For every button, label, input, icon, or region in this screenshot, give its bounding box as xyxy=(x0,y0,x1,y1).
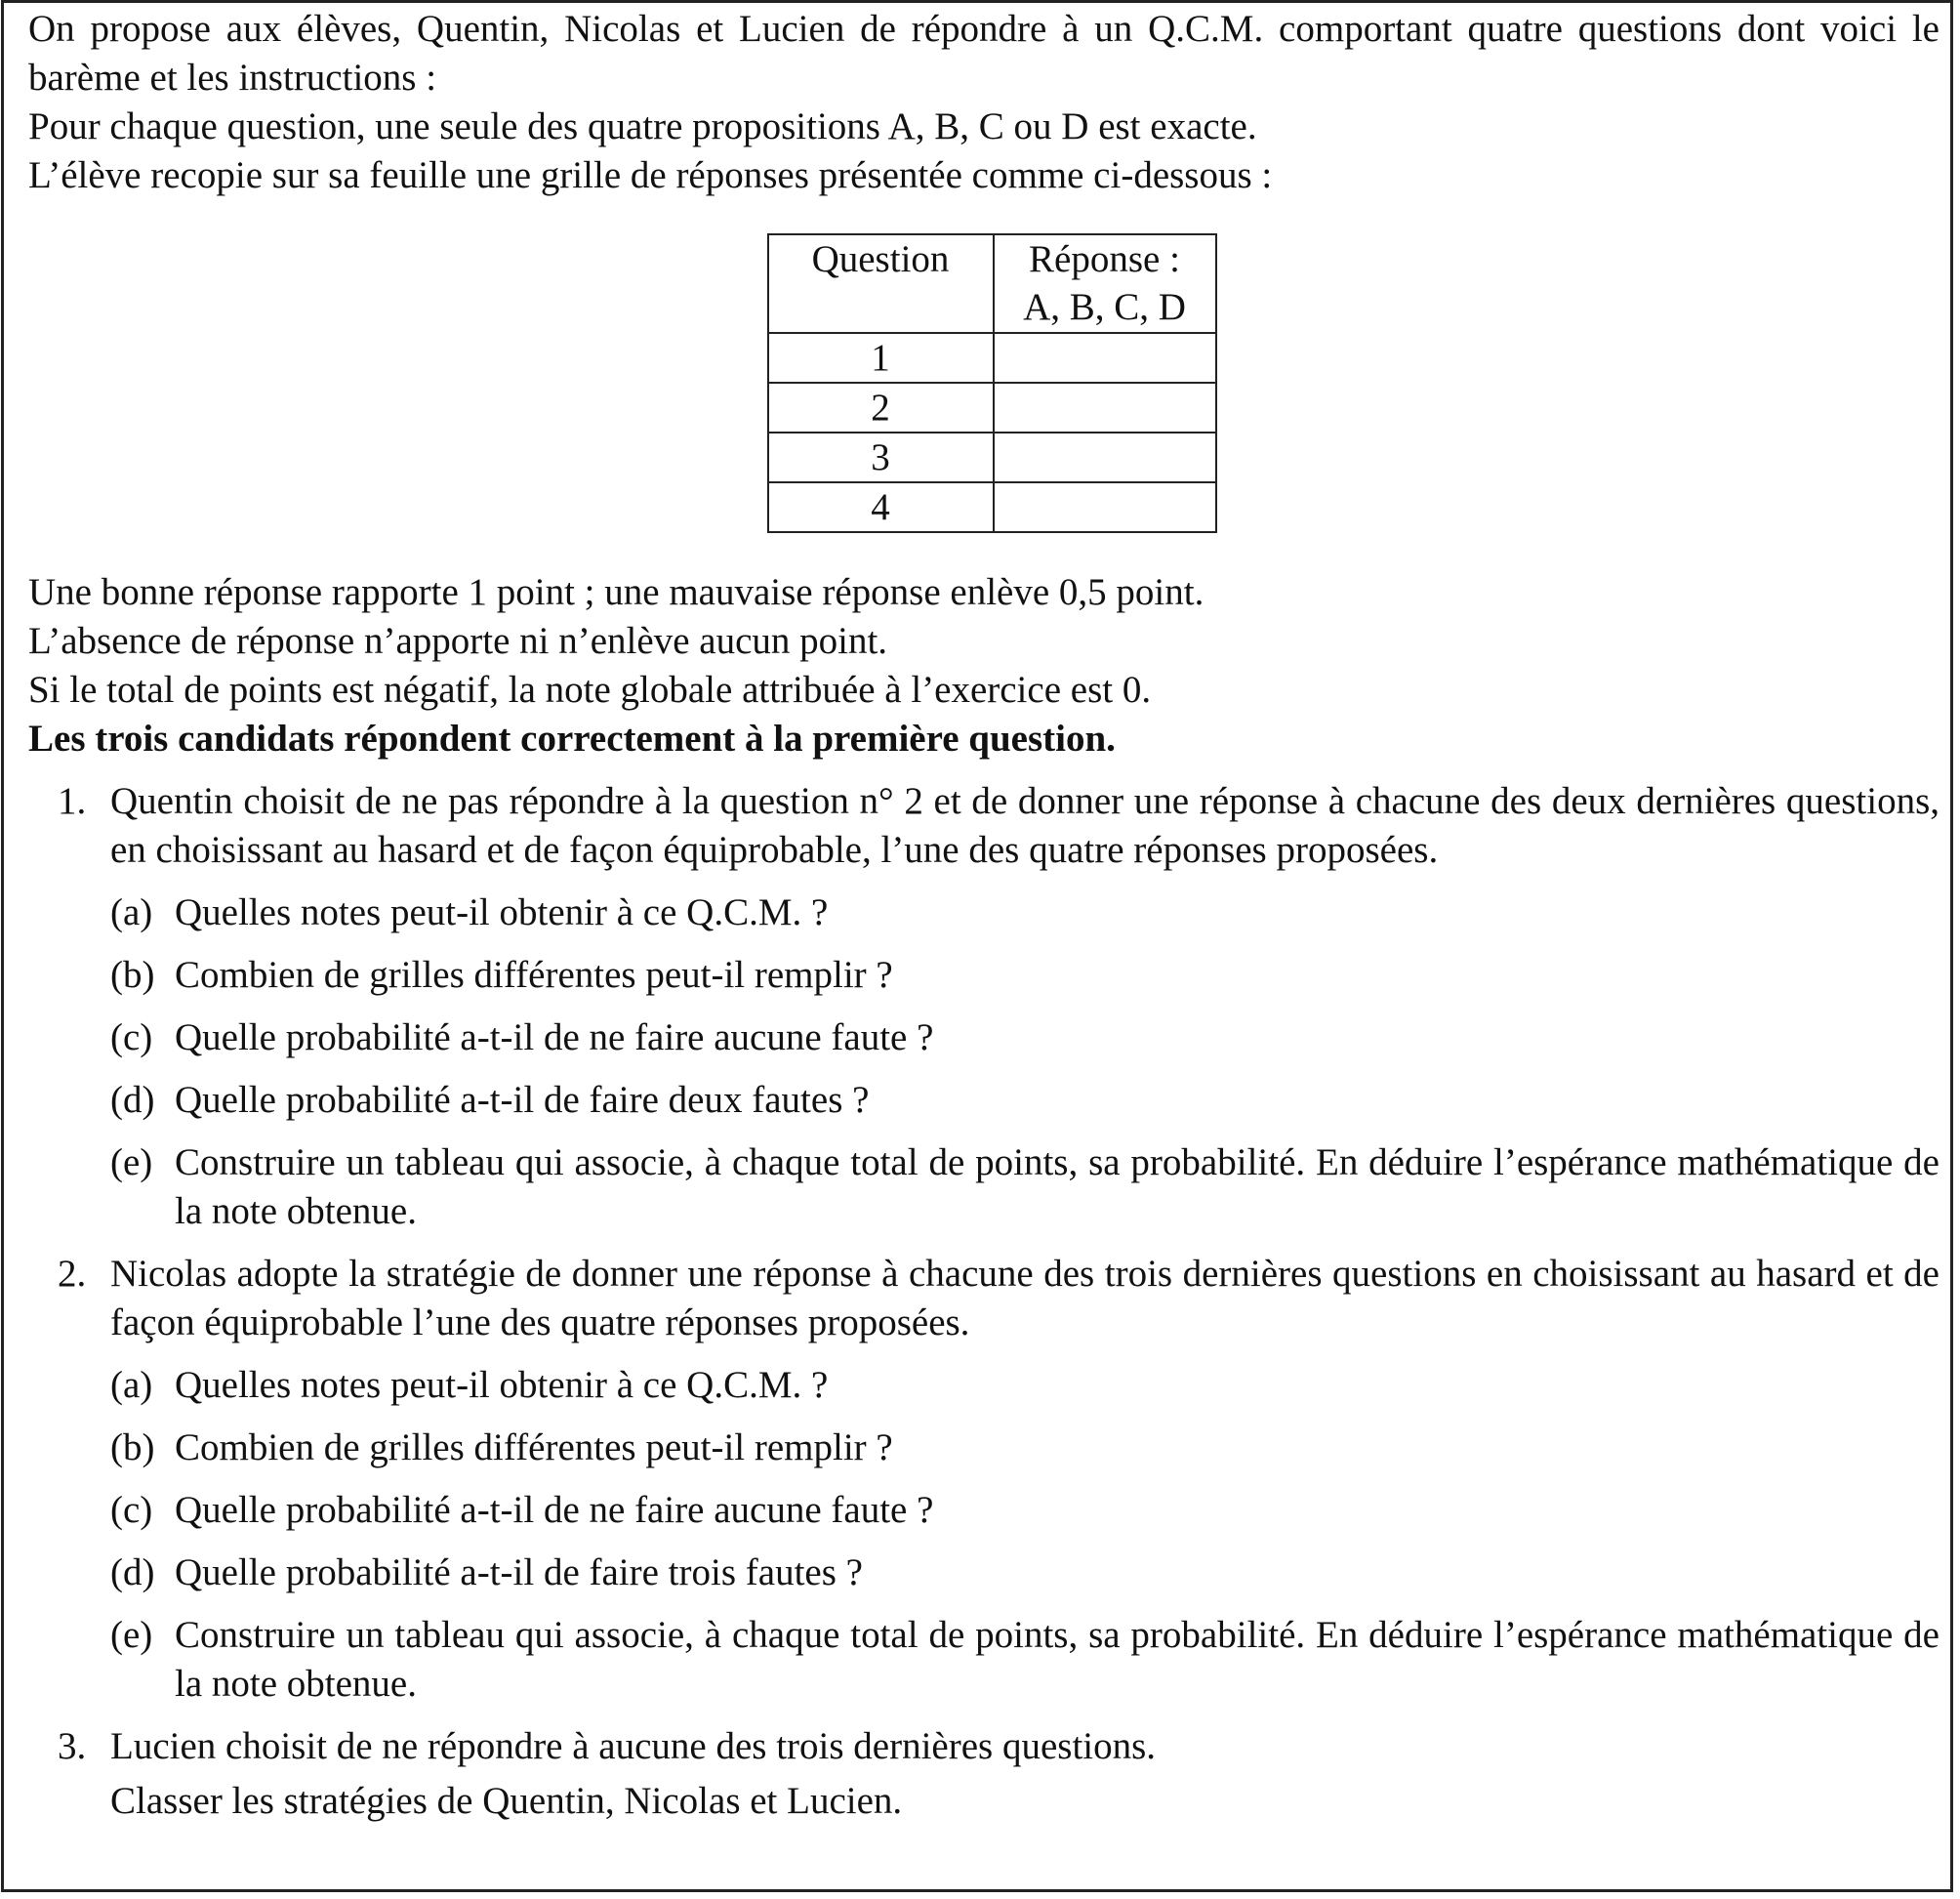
answer-cell xyxy=(994,433,1216,482)
rule-bold-line: Les trois candidats répondent correctement à la première question. xyxy=(28,718,1116,760)
question-followup: Classer les stratégies de Quentin, Nicolas et Lucien. xyxy=(110,1780,903,1822)
question-item-1 xyxy=(28,777,1940,1236)
question-number-cell: 1 xyxy=(768,333,994,383)
answer-grid-wrapper xyxy=(28,233,1940,533)
subquestion-label: (b) xyxy=(110,954,155,996)
subquestion-label: (e) xyxy=(110,1614,153,1656)
answer-cell xyxy=(994,383,1216,433)
question-number: 3. xyxy=(58,1725,87,1767)
subquestion-list xyxy=(110,1361,1940,1709)
subquestion-label: (c) xyxy=(110,1489,153,1531)
question-number-cell: 3 xyxy=(768,433,994,482)
subquestion-item xyxy=(110,1548,1940,1597)
table-row xyxy=(768,383,1216,433)
rules-block xyxy=(28,568,1940,764)
subquestion-text: Combien de grilles différentes peut-il remplir ? xyxy=(175,954,893,996)
question-item-3 xyxy=(28,1722,1940,1826)
question-number: 1. xyxy=(58,780,87,822)
intro-line-2: Pour chaque question, une seule des quatre propositions A, B, C ou D est exacte. xyxy=(28,105,1257,147)
question-text: Quentin choisit de ne pas répondre à la question n° 2 et de donner une réponse à chacune des deux dernières questions, en choisissant au hasard et de façon équiprobable, l’une des quatre réponses proposées. xyxy=(110,780,1940,871)
subquestion-item xyxy=(110,1424,1940,1472)
subquestion-text: Quelle probabilité a-t-il de ne faire aucune faute ? xyxy=(175,1016,934,1058)
question-number: 2. xyxy=(58,1253,87,1295)
table-row xyxy=(768,333,1216,383)
question-text: Lucien choisit de ne répondre à aucune des trois dernières questions. xyxy=(110,1725,1157,1767)
subquestion-text: Quelle probabilité a-t-il de faire trois fautes ? xyxy=(175,1551,863,1593)
subquestion-text: Construire un tableau qui associe, à chaque total de points, sa probabilité. En déduire l’espérance mathématique de la note obtenue. xyxy=(175,1141,1940,1232)
table-row xyxy=(768,433,1216,482)
question-text: Nicolas adopte la stratégie de donner une réponse à chacune des trois dernières questions en choisissant au hasard et de façon équiprobable l’une des quatre réponses proposées. xyxy=(110,1253,1940,1343)
rule-line-1: Une bonne réponse rapporte 1 point ; une mauvaise réponse enlève 0,5 point. xyxy=(28,571,1205,613)
answer-cell xyxy=(994,333,1216,383)
subquestion-item xyxy=(110,951,1940,1000)
subquestion-text: Quelle probabilité a-t-il de ne faire aucune faute ? xyxy=(175,1489,934,1531)
subquestion-item xyxy=(110,888,1940,937)
subquestion-label: (a) xyxy=(110,1364,153,1406)
answer-cell xyxy=(994,482,1216,532)
rule-line-3: Si le total de points est négatif, la note globale attribuée à l’exercice est 0. xyxy=(28,669,1152,711)
subquestion-label: (d) xyxy=(110,1079,155,1121)
answer-grid-table xyxy=(767,233,1217,533)
table-row xyxy=(768,482,1216,532)
intro-line-3: L’élève recopie sur sa feuille une grille de réponses présentée comme ci-dessous : xyxy=(28,154,1273,196)
answer-grid-header-row xyxy=(768,234,1216,333)
subquestion-label: (a) xyxy=(110,891,153,933)
question-number-cell: 4 xyxy=(768,482,994,532)
header-reponse-line-1: Réponse : xyxy=(1029,238,1180,280)
subquestion-item xyxy=(110,1486,1940,1535)
intro-line-1: On propose aux élèves, Quentin, Nicolas et Lucien de répondre à un Q.C.M. comportant quatre questions dont voici le barème et les instructions : xyxy=(28,8,1940,99)
question-list xyxy=(28,777,1940,1826)
subquestion-list xyxy=(110,888,1940,1236)
subquestion-item xyxy=(110,1361,1940,1410)
subquestion-label: (c) xyxy=(110,1016,153,1058)
subquestion-text: Combien de grilles différentes peut-il remplir ? xyxy=(175,1426,893,1468)
subquestion-label: (b) xyxy=(110,1426,155,1468)
subquestion-text: Quelles notes peut-il obtenir à ce Q.C.M. ? xyxy=(175,891,829,933)
subquestion-item xyxy=(110,1076,1940,1125)
subquestion-label: (e) xyxy=(110,1141,153,1183)
rule-line-2: L’absence de réponse n’apporte ni n’enlève aucun point. xyxy=(28,620,888,662)
subquestion-item xyxy=(110,1611,1940,1709)
header-reponse-line-2: A, B, C, D xyxy=(1023,286,1186,328)
subquestion-text: Construire un tableau qui associe, à chaque total de points, sa probabilité. En déduire l’espérance mathématique de la note obtenue. xyxy=(175,1614,1940,1705)
subquestion-label: (d) xyxy=(110,1551,155,1593)
exercise-content xyxy=(28,5,1940,1834)
header-reponse xyxy=(994,234,1216,333)
subquestion-item xyxy=(110,1138,1940,1236)
header-question: Question xyxy=(768,234,994,333)
subquestion-text: Quelles notes peut-il obtenir à ce Q.C.M. ? xyxy=(175,1364,829,1406)
subquestion-item xyxy=(110,1013,1940,1062)
exercise-frame xyxy=(1,0,1953,1892)
question-number-cell: 2 xyxy=(768,383,994,433)
subquestion-text: Quelle probabilité a-t-il de faire deux fautes ? xyxy=(175,1079,870,1121)
question-item-2 xyxy=(28,1250,1940,1709)
